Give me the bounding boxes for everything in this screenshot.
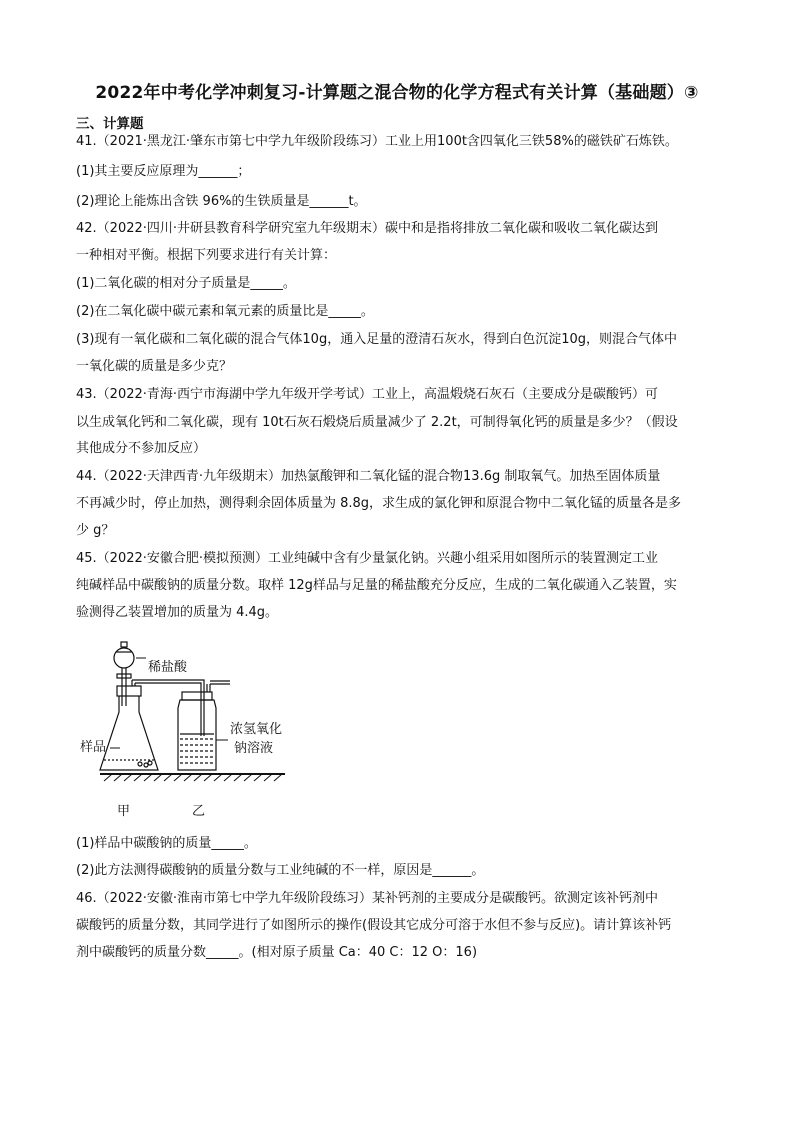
acid-label: 稀盐酸 — [148, 660, 188, 675]
table-hatching — [104, 774, 282, 781]
sample-label: 样品 — [80, 740, 107, 755]
conical-flask — [100, 680, 158, 770]
text-line: 不再减少时，停止加热，测得剩余固体质量为 8.8g，求生成的氯化钾和原混合物中二氧化锰的质量各是多 — [76, 496, 682, 511]
text-line: (1)其主要反应原理为______； — [76, 164, 251, 179]
text-line: 纯碱样品中碳酸钠的质量分数。取样 12g样品与足量的稀盐酸充分反应，生成的二氧化碳通入乙装置，实 — [76, 578, 677, 593]
text-line: (2)理论上能炼出含铁 96%的生铁质量是______t。 — [76, 194, 367, 209]
text-line: 45.（2022·安徽合肥·模拟预测）工业纯碱中含有少量氯化钠。兴趣小组采用如图所示的装置测定工业 — [76, 551, 659, 566]
page-title: 2022年中考化学冲刺复习-计算题之混合物的化学方程式有关计算（基础题）③ — [95, 83, 699, 103]
text-line: 42.（2022·四川·井研县教育科学研究室九年级期末）碳中和是指将排放二氧化碳和吸收二氧化碳达到 — [76, 221, 659, 236]
apparatus-figure — [80, 636, 300, 826]
bottle-label-yi: 乙 — [192, 804, 206, 819]
text-line: 一氧化碳的质量是多少克？ — [76, 359, 233, 374]
connecting-tube — [132, 680, 204, 736]
naoh-label-line2: 钠溶液 — [234, 741, 274, 756]
apparatus-diagram — [80, 636, 300, 786]
text-line: (2)在二氧化碳中碳元素和氧元素的质量比是_____。 — [76, 304, 374, 319]
text-line: 一种相对平衡。根据下列要求进行有关计算： — [76, 248, 337, 263]
text-line: 碳酸钙的质量分数，其同学进行了如图所示的操作(假设其它成分可溶于水但不参与反应)。请计算该补钙 — [76, 918, 672, 933]
text-line: (1)二氧化碳的相对分子质量是_____。 — [76, 276, 296, 291]
text-line: (3)现有一氧化碳和二氧化碳的混合气体10g，通入足量的澄清石灰水，得到白色沉淀10g，则混合气体中 — [76, 332, 678, 347]
text-line: 41.（2021·黑龙江·肇东市第七中学九年级阶段练习）工业上用100t含四氧化三铁58%的磁铁矿石炼铁。 — [76, 134, 678, 149]
section-heading: 三、计算题 — [76, 116, 144, 132]
text-line: 少 g？ — [76, 523, 115, 538]
text-line: 46.（2022·安徽·淮南市第七中学九年级阶段练习）某补钙剂的主要成分是碳酸钙。欲测定该补钙剂中 — [76, 891, 659, 906]
text-line: 44.（2022·天津西青·九年级期末）加热氯酸钾和二氧化锰的混合物13.6g 制取氧气。加热至固体质量 — [76, 469, 661, 484]
naoh-label-line1: 浓氢氧化 — [230, 722, 283, 737]
text-line: 剂中碳酸钙的质量分数_____。(相对原子质量 Ca：40 C：12 O：16) — [76, 945, 478, 960]
text-line: (2)此方法测得碳酸钠的质量分数与工业纯碱的不一样，原因是______。 — [76, 863, 485, 878]
text-line: 以生成氧化钙和二氧化碳，现有 10t石灰石煅烧后质量减少了 2.2t，可制得氧化钙的质量是多少？（假设 — [76, 415, 678, 430]
text-line: 其他成分不参加反应） — [76, 441, 207, 456]
flask-label-jia: 甲 — [117, 804, 131, 819]
text-line: 验测得乙装置增加的质量为 4.4g。 — [76, 605, 279, 620]
text-line: 43.（2022·青海·西宁市海湖中学九年级开学考试）工业上，高温煅烧石灰石（主要成分是碳酸钙）可 — [76, 387, 659, 402]
text-line: (1)样品中碳酸钠的质量_____。 — [76, 836, 257, 851]
